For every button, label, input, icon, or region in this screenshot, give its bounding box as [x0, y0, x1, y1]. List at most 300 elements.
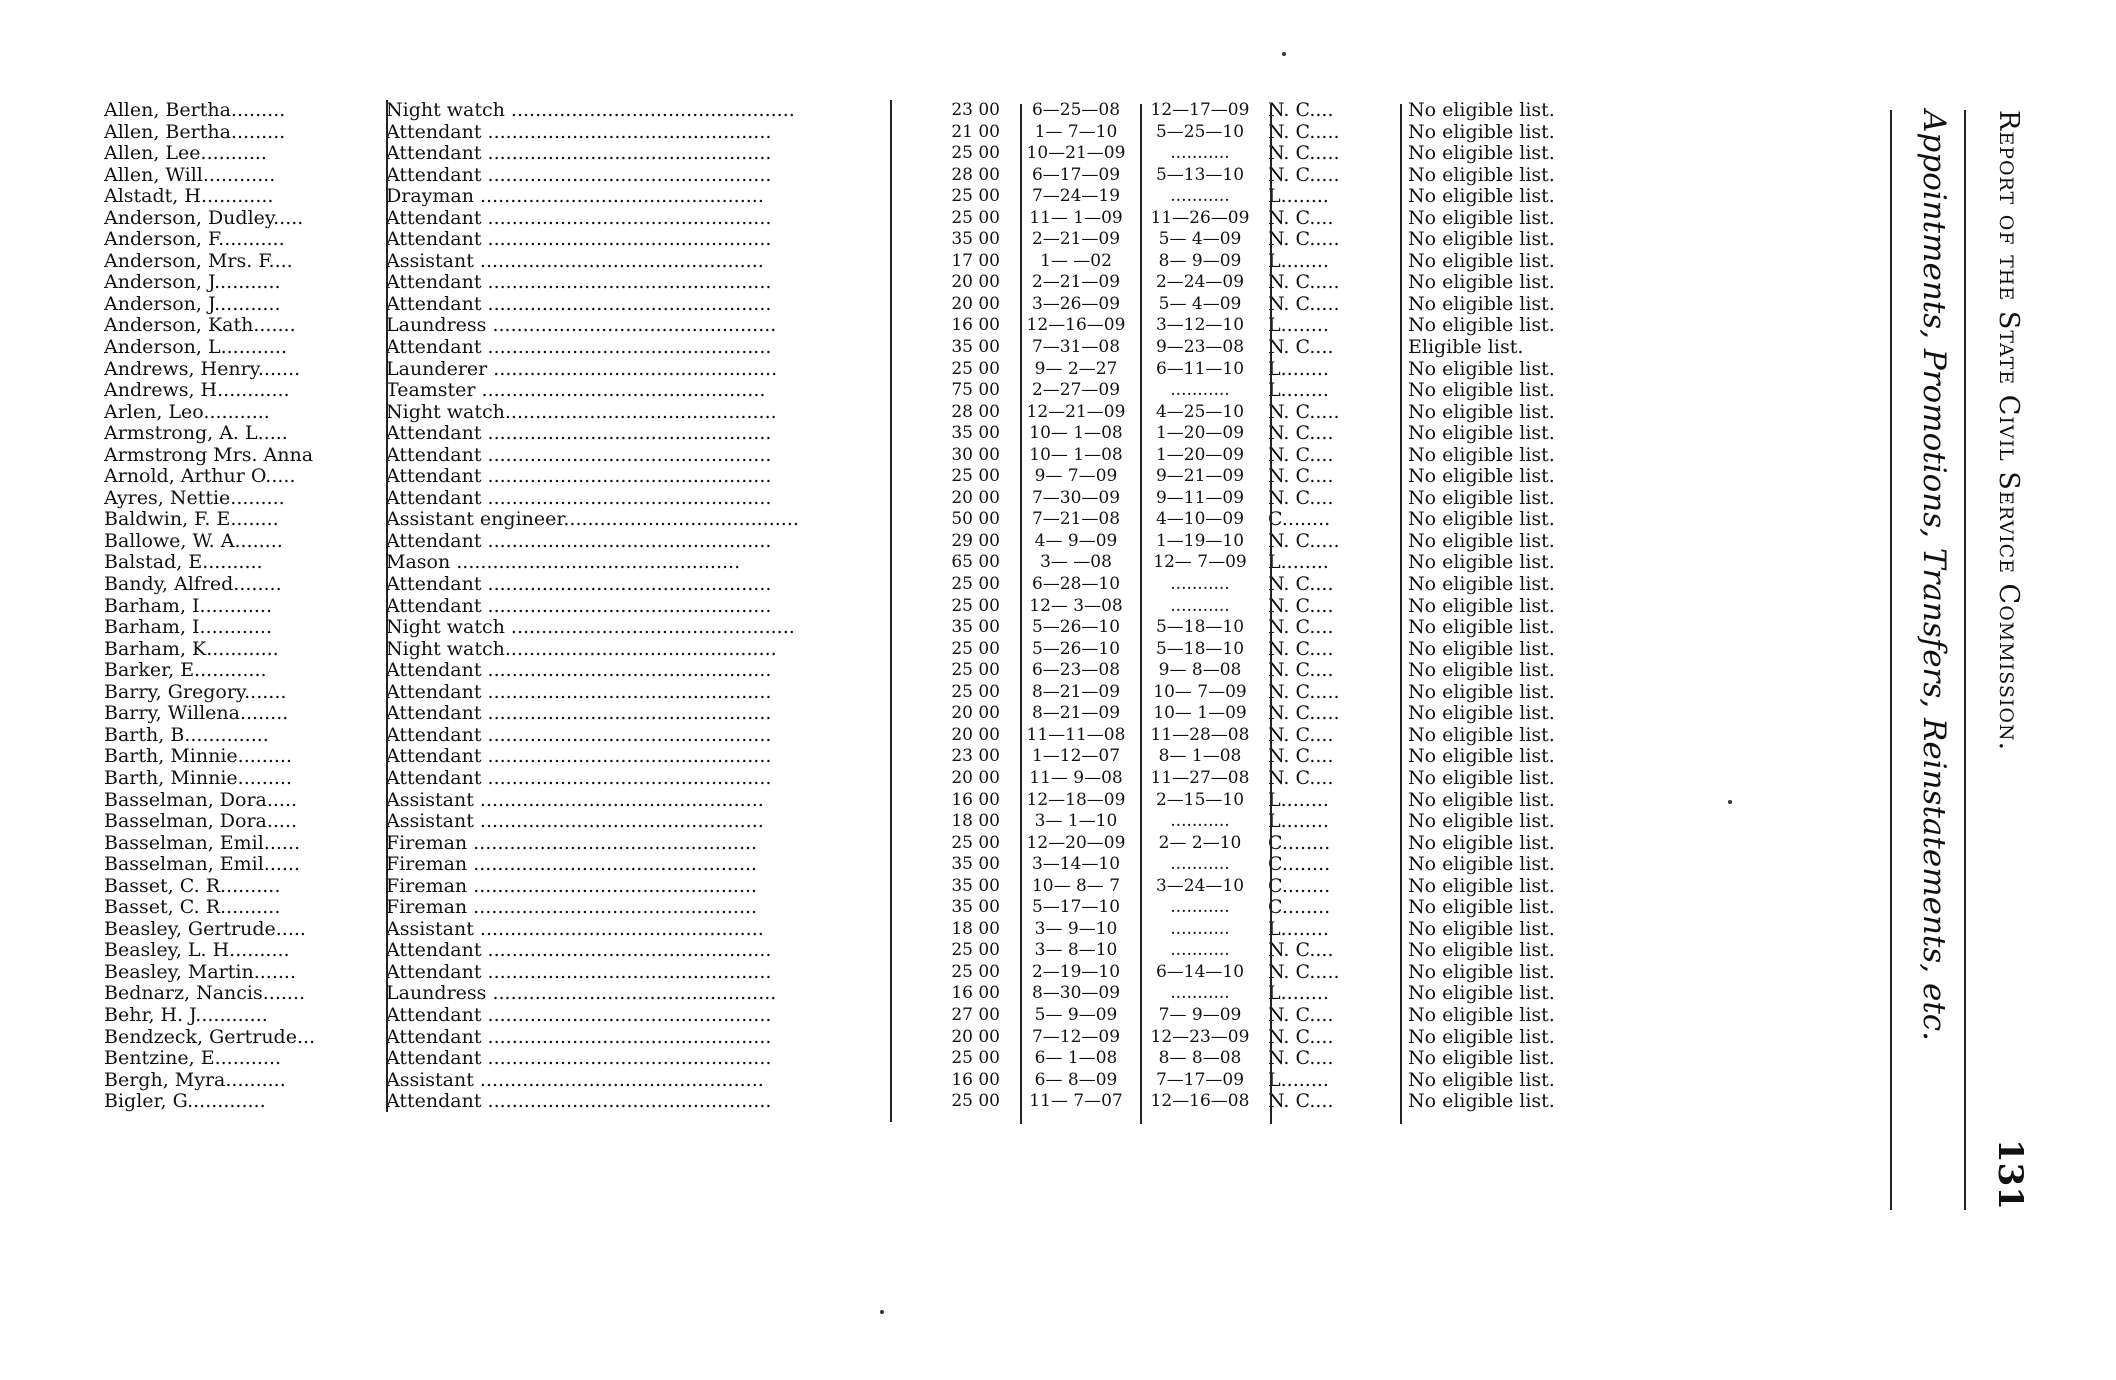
- salary-value: 25 00: [951, 1091, 1000, 1112]
- status-code: N. C....: [1268, 423, 1334, 445]
- table-row: [104, 272, 1644, 294]
- appointment-date: 11— 1—09: [1029, 207, 1123, 228]
- position-title: Attendant ...............................................: [386, 703, 772, 725]
- employee-name: Allen, Will............: [104, 164, 276, 186]
- remarks-text: No eligible list.: [1408, 508, 1555, 531]
- salary-value: 25 00: [951, 358, 1000, 379]
- employee-name: Arlen, Leo...........: [104, 401, 270, 423]
- salary-value: 25 00: [951, 186, 1000, 207]
- remarks-text: No eligible list.: [1408, 1090, 1555, 1113]
- status-code: N. C.....: [1268, 272, 1340, 294]
- remarks-text: No eligible list.: [1408, 465, 1555, 488]
- employee-name: Basselman, Emil......: [104, 854, 301, 876]
- employee-name: Andrews, H............: [104, 380, 290, 402]
- employee-name: Barham, K............: [104, 638, 279, 660]
- employee-name: Basselman, Dora.....: [104, 811, 298, 833]
- salary-value: 29 00: [951, 530, 1000, 551]
- position-title: Assistant ...............................................: [386, 789, 764, 811]
- table-row: [104, 488, 1644, 510]
- table-row: [104, 1027, 1644, 1049]
- remarks-text: No eligible list.: [1408, 443, 1555, 466]
- appointment-date: 8—21—09: [1031, 681, 1121, 702]
- status-code: N. C....: [1268, 724, 1334, 746]
- employee-name: Bergh, Myra..........: [104, 1069, 286, 1091]
- status-code: N. C.....: [1268, 401, 1340, 423]
- remarks-text: No eligible list.: [1408, 637, 1555, 660]
- change-date: ...........: [1170, 143, 1230, 164]
- remarks-text: No eligible list.: [1408, 529, 1555, 552]
- position-title: Attendant ...............................................: [386, 961, 772, 983]
- position-title: Assistant ...............................................: [386, 811, 764, 833]
- appointment-date: 5—17—10: [1031, 897, 1121, 918]
- change-date: 11—28—08: [1150, 724, 1250, 745]
- position-title: Attendant ...............................................: [386, 940, 772, 962]
- page-number: 131: [1990, 1139, 2030, 1210]
- appointment-date: 6—28—10: [1031, 574, 1121, 595]
- salary-value: 20 00: [951, 703, 1000, 724]
- employee-name: Barker, E............: [104, 660, 267, 682]
- table-row: [104, 100, 1644, 122]
- employee-name: Baldwin, F. E........: [104, 509, 279, 531]
- salary-value: 18 00: [951, 811, 1000, 832]
- change-date: 11—27—08: [1150, 767, 1250, 788]
- employee-name: Andrews, Henry.......: [104, 358, 301, 380]
- change-date: 8— 1—08: [1158, 746, 1242, 767]
- change-date: 5— 4—09: [1158, 293, 1242, 314]
- table-row: [104, 359, 1644, 381]
- remarks-text: No eligible list.: [1408, 185, 1555, 208]
- salary-value: 16 00: [951, 1069, 1000, 1090]
- appointment-date: 6—23—08: [1031, 660, 1121, 681]
- salary-value: 35 00: [951, 854, 1000, 875]
- remarks-text: No eligible list.: [1408, 249, 1555, 272]
- employee-name: Barham, I............: [104, 617, 273, 639]
- scan-speck: [1728, 800, 1732, 804]
- remarks-text: No eligible list.: [1408, 1025, 1555, 1048]
- remarks-text: No eligible list.: [1408, 573, 1555, 596]
- appointment-date: 6—25—08: [1031, 100, 1121, 120]
- appointment-date: 12—18—09: [1026, 789, 1126, 810]
- change-date: 3—12—10: [1155, 315, 1245, 336]
- table-row: [104, 1048, 1644, 1070]
- change-date: 1—20—09: [1155, 423, 1245, 444]
- employee-name: Barry, Willena........: [104, 703, 289, 725]
- appointment-date: 12—16—09: [1026, 315, 1126, 336]
- appointment-date: 12— 3—08: [1029, 595, 1123, 616]
- table-row: [104, 143, 1644, 165]
- column-rule-status: [1400, 104, 1402, 1124]
- scan-speck: [880, 1310, 884, 1314]
- salary-value: 16 00: [951, 983, 1000, 1004]
- employee-name: Basselman, Dora.....: [104, 789, 298, 811]
- appointment-date: 11—11—08: [1026, 724, 1126, 745]
- position-title: Teamster ...............................................: [386, 380, 766, 402]
- appointments-table: [104, 100, 1644, 1113]
- appointment-date: 10— 1—08: [1029, 444, 1123, 465]
- remarks-text: No eligible list.: [1408, 939, 1555, 962]
- table-row: [104, 768, 1644, 790]
- status-code: L........: [1268, 1069, 1329, 1091]
- appointment-date: 9— 2—27: [1034, 358, 1118, 379]
- status-code: L........: [1268, 789, 1329, 811]
- employee-name: Anderson, Kath.......: [104, 315, 296, 337]
- appointment-date: 4— 9—09: [1034, 530, 1118, 551]
- appointment-date: 7—30—09: [1031, 487, 1121, 508]
- change-date: 6—14—10: [1155, 961, 1245, 982]
- change-date: ...........: [1170, 574, 1230, 595]
- employee-name: Arnold, Arthur O.....: [104, 466, 296, 488]
- change-date: 5—18—10: [1155, 638, 1245, 659]
- appointment-date: 10—21—09: [1026, 143, 1126, 164]
- employee-name: Bandy, Alfred........: [104, 574, 282, 596]
- salary-value: 25 00: [951, 660, 1000, 681]
- salary-value: 25 00: [951, 207, 1000, 228]
- employee-name: Armstrong, A. L.....: [104, 423, 288, 445]
- employee-name: Barham, I............: [104, 595, 273, 617]
- appointment-date: 7—12—09: [1031, 1026, 1121, 1047]
- salary-value: 35 00: [951, 617, 1000, 638]
- position-title: Attendant ...............................................: [386, 337, 772, 359]
- appointment-date: 6— 8—09: [1034, 1069, 1118, 1090]
- table-row: [104, 574, 1644, 596]
- change-date: 1—20—09: [1155, 444, 1245, 465]
- position-title: Attendant ...............................................: [386, 207, 772, 229]
- position-title: Assistant ...............................................: [386, 250, 764, 272]
- status-code: N. C.....: [1268, 530, 1340, 552]
- position-title: Assistant ...............................................: [386, 918, 764, 940]
- table-row: [104, 617, 1644, 639]
- status-code: N. C....: [1268, 1004, 1334, 1026]
- table-row: [104, 725, 1644, 747]
- header-rule-bottom: [1890, 110, 1892, 1210]
- table-row: [104, 639, 1644, 661]
- salary-value: 27 00: [951, 1004, 1000, 1025]
- status-code: N. C....: [1268, 617, 1334, 639]
- position-title: Night watch.............................................: [386, 638, 777, 660]
- remarks-text: No eligible list.: [1408, 551, 1555, 574]
- status-code: N. C....: [1268, 337, 1334, 359]
- employee-name: Beasley, L. H..........: [104, 940, 290, 962]
- table-row: [104, 746, 1644, 768]
- position-title: Attendant ...............................................: [386, 229, 772, 251]
- remarks-text: No eligible list.: [1408, 853, 1555, 876]
- status-code: N. C....: [1268, 767, 1334, 789]
- salary-value: 28 00: [951, 164, 1000, 185]
- status-code: N. C.....: [1268, 961, 1340, 983]
- appointment-date: 1— —02: [1040, 250, 1112, 271]
- header-rule-top: [1964, 110, 1966, 1210]
- employee-name: Barth, Minnie.........: [104, 767, 293, 789]
- change-date: ...........: [1170, 380, 1230, 401]
- change-date: 11—26—09: [1150, 207, 1250, 228]
- position-title: Attendant ...............................................: [386, 487, 772, 509]
- salary-value: 20 00: [951, 272, 1000, 293]
- status-code: N. C....: [1268, 595, 1334, 617]
- change-date: 6—11—10: [1155, 358, 1245, 379]
- change-date: 2—24—09: [1155, 272, 1245, 293]
- employee-name: Bendzeck, Gertrude...: [104, 1026, 316, 1048]
- appointment-date: 8—21—09: [1031, 703, 1121, 724]
- position-title: Attendant ...............................................: [386, 1091, 772, 1113]
- employee-name: Ballowe, W. A........: [104, 530, 283, 552]
- change-date: ...........: [1170, 811, 1230, 832]
- salary-value: 21 00: [951, 121, 1000, 142]
- position-title: Attendant ...............................................: [386, 272, 772, 294]
- change-date: 1—19—10: [1155, 530, 1245, 551]
- salary-value: 35 00: [951, 337, 1000, 358]
- salary-value: 20 00: [951, 1026, 1000, 1047]
- salary-value: 25 00: [951, 466, 1000, 487]
- remarks-text: No eligible list.: [1408, 745, 1555, 768]
- change-date: ...........: [1170, 897, 1230, 918]
- table-row: [104, 983, 1644, 1005]
- table-row: [104, 940, 1644, 962]
- appointment-date: 7—21—08: [1031, 509, 1121, 530]
- position-title: Fireman ...............................................: [386, 854, 758, 876]
- appointment-date: 5—26—10: [1031, 617, 1121, 638]
- status-code: N. C....: [1268, 1048, 1334, 1070]
- employee-name: Alstadt, H............: [104, 186, 274, 208]
- position-title: Attendant ...............................................: [386, 767, 772, 789]
- status-code: L........: [1268, 552, 1329, 574]
- status-code: N. C....: [1268, 444, 1334, 466]
- appointment-date: 6— 1—08: [1034, 1048, 1118, 1069]
- salary-value: 35 00: [951, 897, 1000, 918]
- change-date: 7—17—09: [1155, 1069, 1245, 1090]
- column-rule-salary: [1020, 104, 1022, 1124]
- salary-value: 20 00: [951, 724, 1000, 745]
- table-row: [104, 402, 1644, 424]
- employee-name: Basset, C. R..........: [104, 875, 281, 897]
- table-row: [104, 380, 1644, 402]
- salary-value: 25 00: [951, 638, 1000, 659]
- remarks-text: No eligible list.: [1408, 142, 1555, 165]
- table-row: [104, 294, 1644, 316]
- change-date: 9— 8—08: [1158, 660, 1242, 681]
- remarks-text: No eligible list.: [1408, 680, 1555, 703]
- remarks-text: No eligible list.: [1408, 1068, 1555, 1091]
- table-row: [104, 1005, 1644, 1027]
- position-title: Attendant ...............................................: [386, 530, 772, 552]
- remarks-text: No eligible list.: [1408, 314, 1555, 337]
- table-row: [104, 596, 1644, 618]
- column-rule-date2: [1270, 104, 1272, 1124]
- remarks-text: No eligible list.: [1408, 1003, 1555, 1026]
- employee-name: Ayres, Nettie.........: [104, 487, 285, 509]
- change-date: ...........: [1170, 595, 1230, 616]
- salary-value: 25 00: [951, 940, 1000, 961]
- salary-value: 17 00: [951, 250, 1000, 271]
- position-title: Launderer ...............................................: [386, 358, 778, 380]
- employee-name: Armstrong Mrs. Anna: [104, 444, 314, 466]
- column-rule-position: [890, 100, 892, 1122]
- remarks-text: No eligible list.: [1408, 292, 1555, 315]
- table-row: [104, 1091, 1644, 1113]
- change-date: 5—13—10: [1155, 164, 1245, 185]
- employee-name: Bentzine, E...........: [104, 1048, 282, 1070]
- salary-value: 25 00: [951, 143, 1000, 164]
- table-row: [104, 531, 1644, 553]
- position-title: Attendant ...............................................: [386, 595, 772, 617]
- appointment-date: 2—21—09: [1031, 272, 1121, 293]
- salary-value: 35 00: [951, 423, 1000, 444]
- change-date: ...........: [1170, 983, 1230, 1004]
- appointment-date: 5—26—10: [1031, 638, 1121, 659]
- appointment-date: 7—24—19: [1031, 186, 1121, 207]
- remarks-text: No eligible list.: [1408, 99, 1555, 121]
- change-date: 5—25—10: [1155, 121, 1245, 142]
- remarks-text: No eligible list.: [1408, 271, 1555, 294]
- appointment-date: 5— 9—09: [1034, 1004, 1118, 1025]
- position-title: Night watch.............................................: [386, 401, 777, 423]
- employee-name: Anderson, Mrs. F....: [104, 250, 293, 272]
- change-date: 5— 4—09: [1158, 229, 1242, 250]
- appointment-date: 1—12—07: [1031, 746, 1121, 767]
- remarks-text: No eligible list.: [1408, 874, 1555, 897]
- status-code: C........: [1268, 832, 1331, 854]
- change-date: 12—17—09: [1150, 100, 1250, 120]
- remarks-text: No eligible list.: [1408, 766, 1555, 789]
- remarks-text: No eligible list.: [1408, 723, 1555, 746]
- status-code: L........: [1268, 380, 1329, 402]
- salary-value: 18 00: [951, 918, 1000, 939]
- table-row: [104, 854, 1644, 876]
- salary-value: 25 00: [951, 681, 1000, 702]
- change-date: 2— 2—10: [1158, 832, 1242, 853]
- status-code: L........: [1268, 186, 1329, 208]
- position-title: Attendant ...............................................: [386, 1004, 772, 1026]
- remarks-text: No eligible list.: [1408, 831, 1555, 854]
- change-date: 7— 9—09: [1158, 1004, 1242, 1025]
- appointment-date: 3—26—09: [1031, 293, 1121, 314]
- status-code: N. C....: [1268, 638, 1334, 660]
- status-code: N. C....: [1268, 466, 1334, 488]
- remarks-text: No eligible list.: [1408, 659, 1555, 682]
- table-row: [104, 337, 1644, 359]
- change-date: ...........: [1170, 918, 1230, 939]
- remarks-text: No eligible list.: [1408, 917, 1555, 940]
- remarks-text: Eligible list.: [1408, 336, 1524, 359]
- change-date: 9—11—09: [1155, 487, 1245, 508]
- remarks-text: No eligible list.: [1408, 400, 1555, 423]
- table-row: [104, 445, 1644, 467]
- report-title: Report of the State Civil Service Commission.: [1993, 110, 2024, 752]
- position-title: Fireman ...............................................: [386, 832, 758, 854]
- table-row: [104, 466, 1644, 488]
- status-code: N. C....: [1268, 660, 1334, 682]
- position-title: Attendant ...............................................: [386, 444, 772, 466]
- remarks-text: No eligible list.: [1408, 486, 1555, 509]
- remarks-text: No eligible list.: [1408, 357, 1555, 380]
- status-code: N. C....: [1268, 940, 1334, 962]
- table-row: [104, 1070, 1644, 1092]
- remarks-text: No eligible list.: [1408, 702, 1555, 725]
- salary-value: 25 00: [951, 574, 1000, 595]
- appointment-date: 1— 7—10: [1034, 121, 1118, 142]
- table-row: [104, 186, 1644, 208]
- appointment-date: 8—30—09: [1031, 983, 1121, 1004]
- salary-value: 20 00: [951, 293, 1000, 314]
- appointment-date: 11— 7—07: [1029, 1091, 1123, 1112]
- remarks-text: No eligible list.: [1408, 788, 1555, 811]
- table-row: [104, 897, 1644, 919]
- change-date: 8— 8—08: [1158, 1048, 1242, 1069]
- appointment-date: 2—19—10: [1031, 961, 1121, 982]
- status-code: N. C.....: [1268, 143, 1340, 165]
- status-code: C........: [1268, 897, 1331, 919]
- appointment-date: 3— —08: [1040, 552, 1112, 573]
- salary-value: 25 00: [951, 595, 1000, 616]
- employee-name: Behr, H. J............: [104, 1004, 268, 1026]
- position-title: Attendant ...............................................: [386, 681, 772, 703]
- status-code: N. C....: [1268, 1091, 1334, 1113]
- employee-name: Allen, Bertha.........: [104, 121, 286, 143]
- remarks-text: No eligible list.: [1408, 379, 1555, 402]
- status-code: C........: [1268, 509, 1331, 531]
- employee-name: Barry, Gregory.......: [104, 681, 287, 703]
- change-date: 12— 7—09: [1153, 552, 1247, 573]
- remarks-text: No eligible list.: [1408, 960, 1555, 983]
- status-code: N. C....: [1268, 1026, 1334, 1048]
- status-code: N. C.....: [1268, 164, 1340, 186]
- status-code: N. C.....: [1268, 681, 1340, 703]
- position-title: Mason ...............................................: [386, 552, 741, 574]
- column-rule-date: [1140, 104, 1142, 1124]
- position-title: Attendant ...............................................: [386, 466, 772, 488]
- status-code: N. C.....: [1268, 121, 1340, 143]
- salary-value: 20 00: [951, 767, 1000, 788]
- remarks-text: No eligible list.: [1408, 422, 1555, 445]
- salary-value: 25 00: [951, 832, 1000, 853]
- appointment-date: 2—21—09: [1031, 229, 1121, 250]
- position-title: Drayman ...............................................: [386, 186, 764, 208]
- change-date: 8— 9—09: [1158, 250, 1242, 271]
- appointment-date: 12—20—09: [1026, 832, 1126, 853]
- position-title: Assistant engineer.......................................: [386, 509, 799, 531]
- status-code: C........: [1268, 854, 1331, 876]
- employee-name: Bednarz, Nancis.......: [104, 983, 306, 1005]
- change-date: 5—18—10: [1155, 617, 1245, 638]
- employee-name: Anderson, L...........: [104, 337, 288, 359]
- appointment-date: 3— 8—10: [1034, 940, 1118, 961]
- position-title: Attendant ...............................................: [386, 143, 772, 165]
- change-date: 12—16—08: [1150, 1091, 1250, 1112]
- remarks-text: No eligible list.: [1408, 982, 1555, 1005]
- remarks-text: No eligible list.: [1408, 228, 1555, 251]
- position-title: Attendant ...............................................: [386, 574, 772, 596]
- change-date: 3—24—10: [1155, 875, 1245, 896]
- status-code: L........: [1268, 315, 1329, 337]
- remarks-text: No eligible list.: [1408, 206, 1555, 229]
- employee-name: Balstad, E..........: [104, 552, 263, 574]
- change-date: 12—23—09: [1150, 1026, 1250, 1047]
- change-date: ...........: [1170, 186, 1230, 207]
- table-row: [104, 919, 1644, 941]
- table-row: [104, 165, 1644, 187]
- table-row: [104, 660, 1644, 682]
- salary-value: 30 00: [951, 444, 1000, 465]
- status-code: L........: [1268, 358, 1329, 380]
- change-date: 4—25—10: [1155, 401, 1245, 422]
- table-row: [104, 811, 1644, 833]
- employee-name: Basselman, Emil......: [104, 832, 301, 854]
- status-code: N. C.....: [1268, 293, 1340, 315]
- employee-name: Bigler, G.............: [104, 1091, 266, 1113]
- appointment-date: 2—27—09: [1031, 380, 1121, 401]
- salary-value: 20 00: [951, 487, 1000, 508]
- remarks-text: No eligible list.: [1408, 1047, 1555, 1070]
- table-row: [104, 229, 1644, 251]
